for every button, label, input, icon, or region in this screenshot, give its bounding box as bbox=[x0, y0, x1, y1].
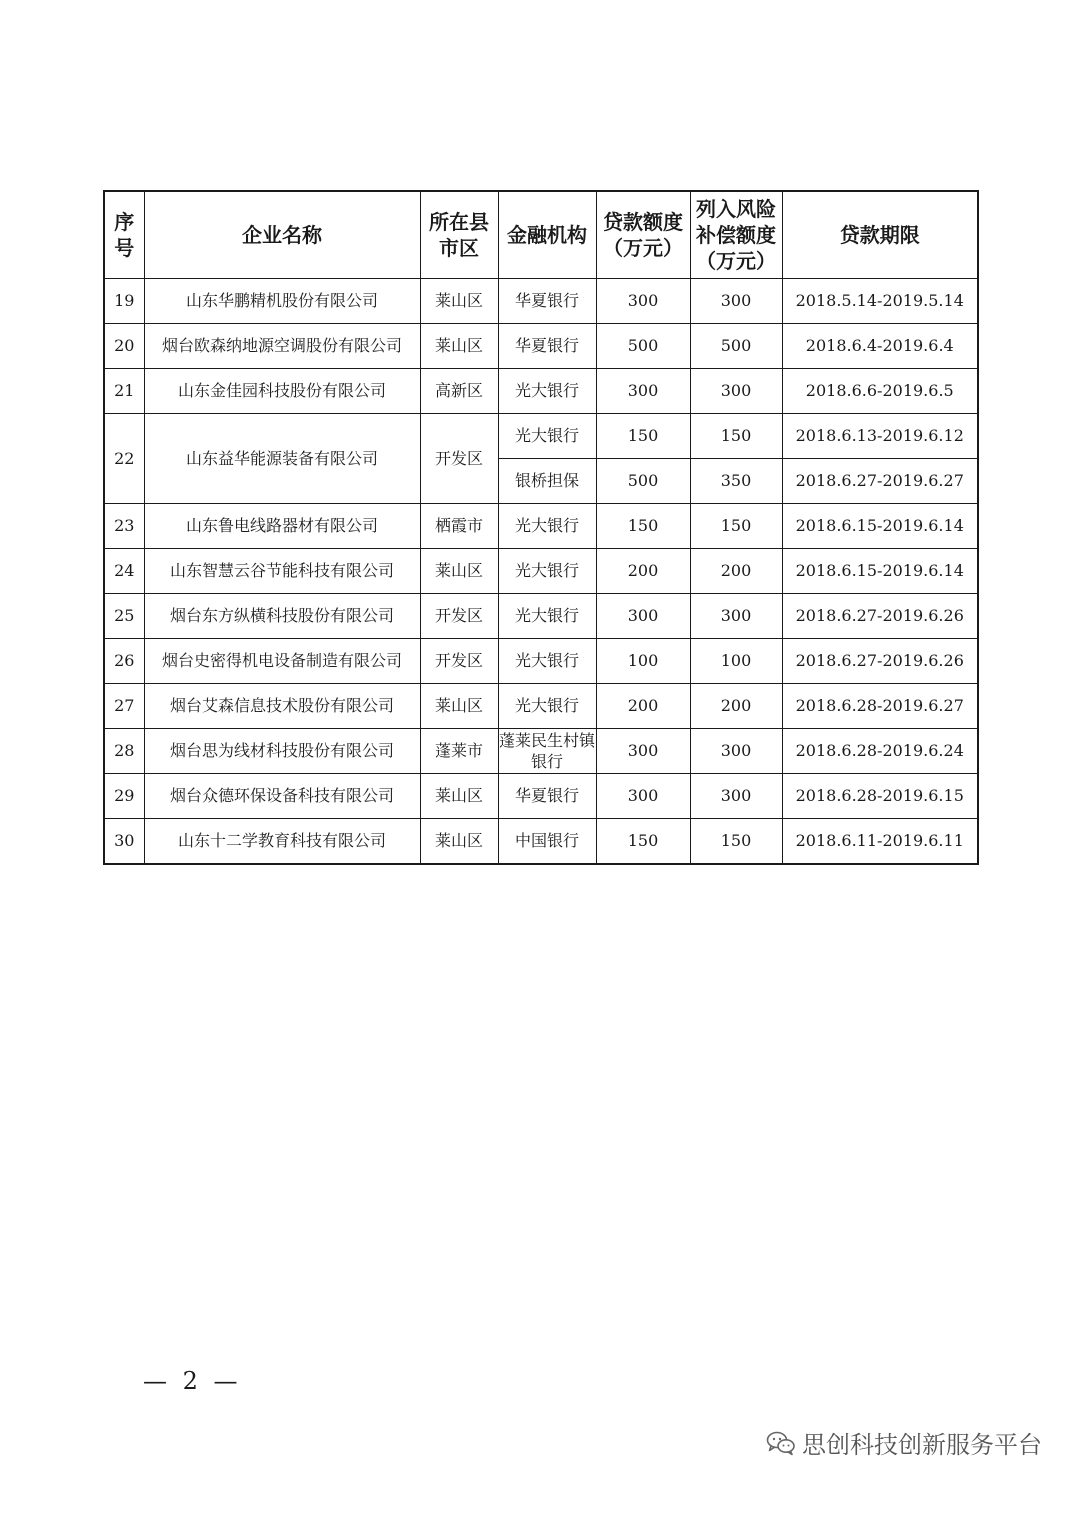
cell-no: 21 bbox=[104, 369, 144, 414]
cell-no: 28 bbox=[104, 729, 144, 774]
cell-period: 2018.5.14-2019.5.14 bbox=[782, 279, 978, 324]
cell-bank: 华夏银行 bbox=[498, 324, 596, 369]
cell-district: 开发区 bbox=[420, 414, 498, 504]
header-seq: 序号 bbox=[104, 191, 144, 279]
cell-period: 2018.6.28-2019.6.15 bbox=[782, 774, 978, 819]
cell-loan: 300 bbox=[596, 279, 690, 324]
header-district: 所在县市区 bbox=[420, 191, 498, 279]
cell-no: 29 bbox=[104, 774, 144, 819]
cell-company: 烟台众德环保设备科技有限公司 bbox=[144, 774, 420, 819]
cell-risk: 200 bbox=[690, 684, 782, 729]
table-header-row bbox=[104, 191, 978, 279]
page-number: — 2 — bbox=[143, 1367, 242, 1395]
cell-no: 20 bbox=[104, 324, 144, 369]
cell-period: 2018.6.6-2019.6.5 bbox=[782, 369, 978, 414]
table-row bbox=[104, 549, 978, 594]
cell-loan: 300 bbox=[596, 774, 690, 819]
table-row bbox=[104, 504, 978, 549]
cell-district: 栖霞市 bbox=[420, 504, 498, 549]
cell-company: 烟台史密得机电设备制造有限公司 bbox=[144, 639, 420, 684]
cell-company: 山东金佳园科技股份有限公司 bbox=[144, 369, 420, 414]
cell-company: 烟台思为线材科技股份有限公司 bbox=[144, 729, 420, 774]
cell-no: 23 bbox=[104, 504, 144, 549]
cell-company: 烟台东方纵横科技股份有限公司 bbox=[144, 594, 420, 639]
cell-risk: 300 bbox=[690, 594, 782, 639]
loan-compensation-table bbox=[103, 190, 979, 865]
cell-company: 山东鲁电线路器材有限公司 bbox=[144, 504, 420, 549]
cell-bank: 光大银行 bbox=[498, 414, 596, 459]
cell-district: 莱山区 bbox=[420, 549, 498, 594]
cell-bank: 光大银行 bbox=[498, 369, 596, 414]
cell-loan: 150 bbox=[596, 414, 690, 459]
cell-bank: 光大银行 bbox=[498, 594, 596, 639]
table-row bbox=[104, 639, 978, 684]
cell-period: 2018.6.27-2019.6.27 bbox=[782, 459, 978, 504]
table-row bbox=[104, 819, 978, 865]
cell-bank: 中国银行 bbox=[498, 819, 596, 865]
cell-loan: 100 bbox=[596, 639, 690, 684]
header-company: 企业名称 bbox=[144, 191, 420, 279]
table-row bbox=[104, 279, 978, 324]
cell-no: 19 bbox=[104, 279, 144, 324]
watermark-text: 思创科技创新服务平台 bbox=[802, 1431, 1042, 1459]
cell-company: 烟台艾森信息技术股份有限公司 bbox=[144, 684, 420, 729]
cell-district: 莱山区 bbox=[420, 774, 498, 819]
cell-loan: 300 bbox=[596, 369, 690, 414]
cell-risk: 300 bbox=[690, 774, 782, 819]
cell-district: 莱山区 bbox=[420, 324, 498, 369]
header-risk: 列入风险补偿额度（万元） bbox=[690, 191, 782, 279]
cell-company: 山东益华能源装备有限公司 bbox=[144, 414, 420, 504]
cell-loan: 500 bbox=[596, 459, 690, 504]
cell-loan: 500 bbox=[596, 324, 690, 369]
cell-bank: 华夏银行 bbox=[498, 774, 596, 819]
cell-bank: 蓬莱民生村镇银行 bbox=[498, 729, 596, 774]
wechat-icon bbox=[766, 1430, 796, 1456]
cell-period: 2018.6.28-2019.6.27 bbox=[782, 684, 978, 729]
cell-period: 2018.6.27-2019.6.26 bbox=[782, 594, 978, 639]
cell-district: 开发区 bbox=[420, 639, 498, 684]
cell-period: 2018.6.15-2019.6.14 bbox=[782, 504, 978, 549]
table-row bbox=[104, 324, 978, 369]
cell-risk: 100 bbox=[690, 639, 782, 684]
cell-no: 25 bbox=[104, 594, 144, 639]
table-row bbox=[104, 369, 978, 414]
cell-no: 22 bbox=[104, 414, 144, 504]
cell-risk: 300 bbox=[690, 729, 782, 774]
cell-period: 2018.6.15-2019.6.14 bbox=[782, 549, 978, 594]
cell-loan: 300 bbox=[596, 594, 690, 639]
cell-district: 蓬莱市 bbox=[420, 729, 498, 774]
cell-bank: 华夏银行 bbox=[498, 279, 596, 324]
header-loan: 贷款额度（万元） bbox=[596, 191, 690, 279]
watermark bbox=[766, 1425, 1042, 1460]
cell-period: 2018.6.4-2019.6.4 bbox=[782, 324, 978, 369]
cell-bank: 银桥担保 bbox=[498, 459, 596, 504]
header-bank: 金融机构 bbox=[498, 191, 596, 279]
cell-district: 莱山区 bbox=[420, 819, 498, 865]
cell-district: 莱山区 bbox=[420, 684, 498, 729]
table-row bbox=[104, 414, 978, 459]
table-row bbox=[104, 774, 978, 819]
cell-bank: 光大银行 bbox=[498, 684, 596, 729]
cell-risk: 150 bbox=[690, 504, 782, 549]
cell-loan: 150 bbox=[596, 504, 690, 549]
cell-risk: 200 bbox=[690, 549, 782, 594]
cell-risk: 350 bbox=[690, 459, 782, 504]
cell-period: 2018.6.13-2019.6.12 bbox=[782, 414, 978, 459]
cell-bank: 光大银行 bbox=[498, 549, 596, 594]
cell-district: 高新区 bbox=[420, 369, 498, 414]
cell-period: 2018.6.28-2019.6.24 bbox=[782, 729, 978, 774]
cell-loan: 300 bbox=[596, 729, 690, 774]
cell-risk: 300 bbox=[690, 369, 782, 414]
cell-period: 2018.6.27-2019.6.26 bbox=[782, 639, 978, 684]
table-row bbox=[104, 729, 978, 774]
cell-bank: 光大银行 bbox=[498, 639, 596, 684]
cell-district: 莱山区 bbox=[420, 279, 498, 324]
cell-loan: 150 bbox=[596, 819, 690, 865]
cell-no: 27 bbox=[104, 684, 144, 729]
cell-no: 24 bbox=[104, 549, 144, 594]
cell-company: 山东十二学教育科技有限公司 bbox=[144, 819, 420, 865]
cell-risk: 150 bbox=[690, 819, 782, 865]
cell-company: 山东华鹏精机股份有限公司 bbox=[144, 279, 420, 324]
cell-risk: 150 bbox=[690, 414, 782, 459]
table-row bbox=[104, 594, 978, 639]
cell-risk: 300 bbox=[690, 279, 782, 324]
cell-company: 山东智慧云谷节能科技有限公司 bbox=[144, 549, 420, 594]
cell-company: 烟台欧森纳地源空调股份有限公司 bbox=[144, 324, 420, 369]
header-period: 贷款期限 bbox=[782, 191, 978, 279]
cell-bank: 光大银行 bbox=[498, 504, 596, 549]
cell-district: 开发区 bbox=[420, 594, 498, 639]
cell-loan: 200 bbox=[596, 684, 690, 729]
cell-loan: 200 bbox=[596, 549, 690, 594]
cell-risk: 500 bbox=[690, 324, 782, 369]
cell-period: 2018.6.11-2019.6.11 bbox=[782, 819, 978, 865]
table-row bbox=[104, 684, 978, 729]
cell-no: 26 bbox=[104, 639, 144, 684]
cell-no: 30 bbox=[104, 819, 144, 865]
